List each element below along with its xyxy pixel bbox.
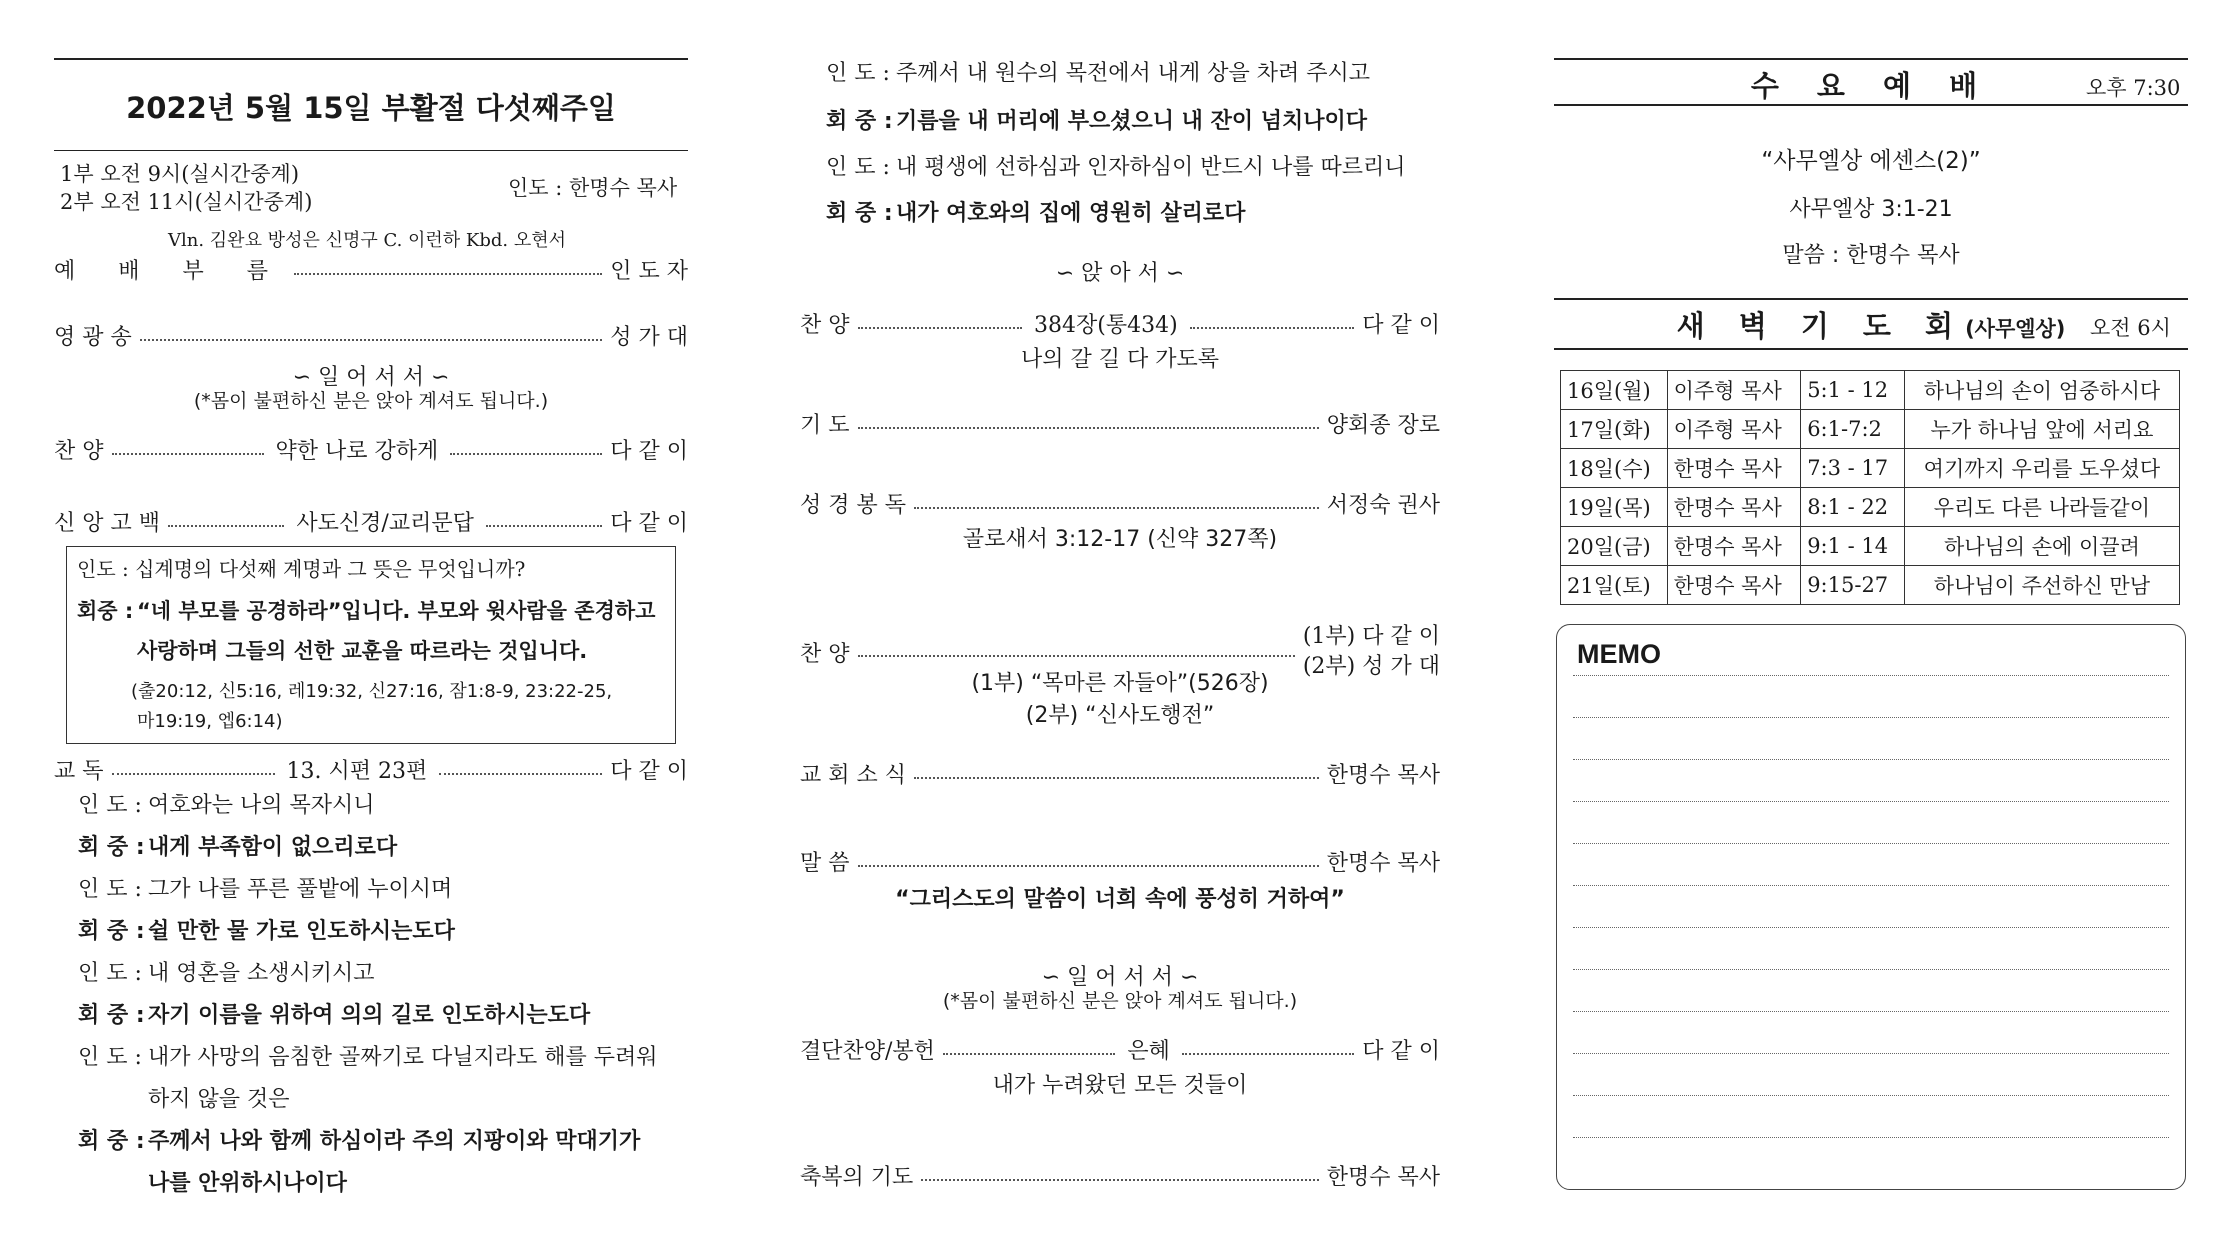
memo-line [1573,1095,2169,1096]
page-title: 2022년 5월 15일 부활절 다섯째주일 [126,91,616,125]
memo-line [1573,843,2169,844]
memo-line [1573,801,2169,802]
order-call-to-worship: 예 배 부 름 인 도 자 [54,259,688,284]
table-row: 20일(금) 한명수 목사 9:1 - 14 하나님의 손에 이끌려 [1561,527,2180,566]
memo-line [1573,1137,2169,1138]
order-sermon: 말 씀 한명수 목사 [800,851,1440,876]
order-creed: 신 앙 고 백 사도신경/교리문답 다 같 이 [54,511,688,536]
catechism-question: 인도 : 십계명의 다섯째 계명과 그 뜻은 무엇입니까? [77,557,526,581]
stand-note: (*몸이 불편하신 분은 앉아 계셔도 됩니다.) [942,990,1298,1012]
top-rule [1554,58,2188,60]
section-rule [1554,104,2188,106]
reading-line: 인 도 : 내 영혼을 소생시키시고 [78,961,375,986]
memo-line [1573,927,2169,928]
wednesday-sermon-title: “사무엘상 에센스(2)” [1761,148,1981,174]
order-choir: 찬 양 (1부) 다 같 이 (2부) 성 가 대 [800,624,1440,679]
memo-line [1573,969,2169,970]
memo-line [1573,1053,2169,1054]
catechism-answer-label: 회중 : [77,599,134,623]
service-leader: 인도 : 한명수 목사 [508,176,678,200]
dawn-prayer-title: 새 벽 기 도 회 [1676,309,1966,343]
reading-line: 인 도 : 내 평생에 선하심과 인자하심이 반드시 나를 따르리니 [826,155,1406,180]
memo-line [1573,759,2169,760]
reading-line: 나를 안위하시나이다 [148,1171,347,1196]
reading-line: 인 도 : 여호와는 나의 목자시니 [78,793,375,818]
table-row: 18일(수) 한명수 목사 7:3 - 17 여기까지 우리를 도우셨다 [1561,449,2180,488]
memo-line [1573,675,2169,676]
dawn-prayer-schedule [1560,370,2180,605]
order-offering: 결단찬양/봉헌 은혜 다 같 이 [800,1039,1441,1064]
memo-label: MEMO [1577,639,1661,669]
memo-line [1573,717,2169,718]
choir-title-2: (2부) “신사도행전” [1025,703,1215,728]
top-rule [54,58,688,60]
reading-line: 회 중 : 주께서 나와 함께 하심이라 주의 지팡이와 막대기가 [78,1129,641,1154]
reading-line: 하지 않을 것은 [148,1087,290,1112]
order-hymn: 찬 양 384장(통434) 다 같 이 [800,313,1440,338]
choir-title-1: (1부) “목마른 자들아”(526장) [971,671,1269,696]
catechism-answer-2: 사랑하며 그들의 선한 교훈을 따르라는 것입니다. [137,639,588,663]
stand-indicator: ∽ 일 어 서 서 ∽ [1041,965,1199,990]
service-time-1: 1부 오전 9시(실시간중계) [60,162,300,186]
catechism-answer-1: “네 부모를 공경하라”입니다. 부모와 윗사람을 존경하고 [137,599,656,623]
offering-song: 내가 누려왔던 모든 것들이 [992,1073,1248,1098]
memo-line [1573,1011,2169,1012]
reading-line: 회 중 : 쉴 만한 물 가로 인도하시는도다 [78,919,455,944]
reading-line: 인 도 : 그가 나를 푸른 풀밭에 누이시며 [78,877,453,902]
wednesday-preacher: 말씀 : 한명수 목사 [1782,243,1960,268]
scripture-passage: 골로새서 3:12-17 (신약 327쪽) [962,527,1278,552]
reading-line: 회 중 : 자기 이름을 위하여 의의 길로 인도하시는도다 [78,1003,591,1028]
catechism-ref-2: 마19:19, 엡6:14) [137,711,283,732]
reading-line: 인 도 : 내가 사망의 음침한 골짜기로 다닐지라도 해를 두려워 [78,1045,658,1070]
order-responsive-reading: 교 독 13. 시편 23편 다 같 이 [54,759,689,784]
reading-line: 인 도 : 주께서 내 원수의 목전에서 내게 상을 차려 주시고 [826,61,1370,86]
memo-line [1573,885,2169,886]
memo-box [1556,624,2186,1190]
musicians: Vln. 김완요 방성은 신명구 C. 이런하 Kbd. 오현서 [168,230,567,251]
stand-indicator: ∽ 일 어 서 서 ∽ [292,365,450,390]
table-row: 21일(토) 한명수 목사 9:15-27 하나님이 주선하신 만남 [1561,566,2180,605]
order-gloria: 영 광 송 성 가 대 [54,325,688,350]
section-rule [1554,348,2188,350]
service-time-2: 2부 오전 11시(실시간중계) [60,190,313,214]
sit-indicator: ∽ 앉 아 서 ∽ [1055,261,1185,286]
sermon-title: “그리스도의 말씀이 너희 속에 풍성히 거하여” [895,887,1345,912]
reading-line: 회 중 : 내가 여호와의 집에 영원히 살리로다 [826,201,1246,226]
stand-note: (*몸이 불편하신 분은 앉아 계셔도 됩니다.) [193,390,549,412]
section-rule [1554,298,2188,300]
title-rule [54,150,688,151]
table-row: 19일(목) 한명수 목사 8:1 - 22 우리도 다른 나라들같이 [1561,488,2180,527]
reading-line: 회 중 : 기름을 내 머리에 부으셨으니 내 잔이 넘치나이다 [826,109,1367,134]
order-hymn: 찬 양 약한 나로 강하게 다 같 이 [54,439,689,464]
catechism-ref-1: (출20:12, 신5:16, 레19:32, 신27:16, 잠1:8-9, 23:22-25, [131,681,613,702]
table-row: 16일(월) 이주형 목사 5:1 - 12 하나님의 손이 엄중하시다 [1561,371,2180,410]
order-benediction: 축복의 기도 한명수 목사 [800,1165,1440,1190]
wednesday-passage: 사무엘상 3:1-21 [1789,197,1953,222]
order-scripture: 성 경 봉 독 서정숙 권사 [800,493,1440,518]
wednesday-service-title: 수 요 예 배 [1750,69,1992,103]
order-news: 교 회 소 식 한명수 목사 [800,763,1440,788]
order-prayer: 기 도 양회종 장로 [800,413,1440,438]
dawn-prayer-book: (사무엘상) [1965,317,2066,341]
table-row: 17일(화) 이주형 목사 6:1-7:2 누가 하나님 앞에 서리요 [1561,410,2180,449]
hymn-title: 나의 갈 길 다 가도록 [1021,347,1219,372]
dawn-prayer-time: 오전 6시 [2090,316,2171,340]
reading-line: 회 중 : 내게 부족함이 없으리로다 [78,835,398,860]
wednesday-time: 오후 7:30 [2086,76,2181,100]
catechism-box [66,546,676,744]
